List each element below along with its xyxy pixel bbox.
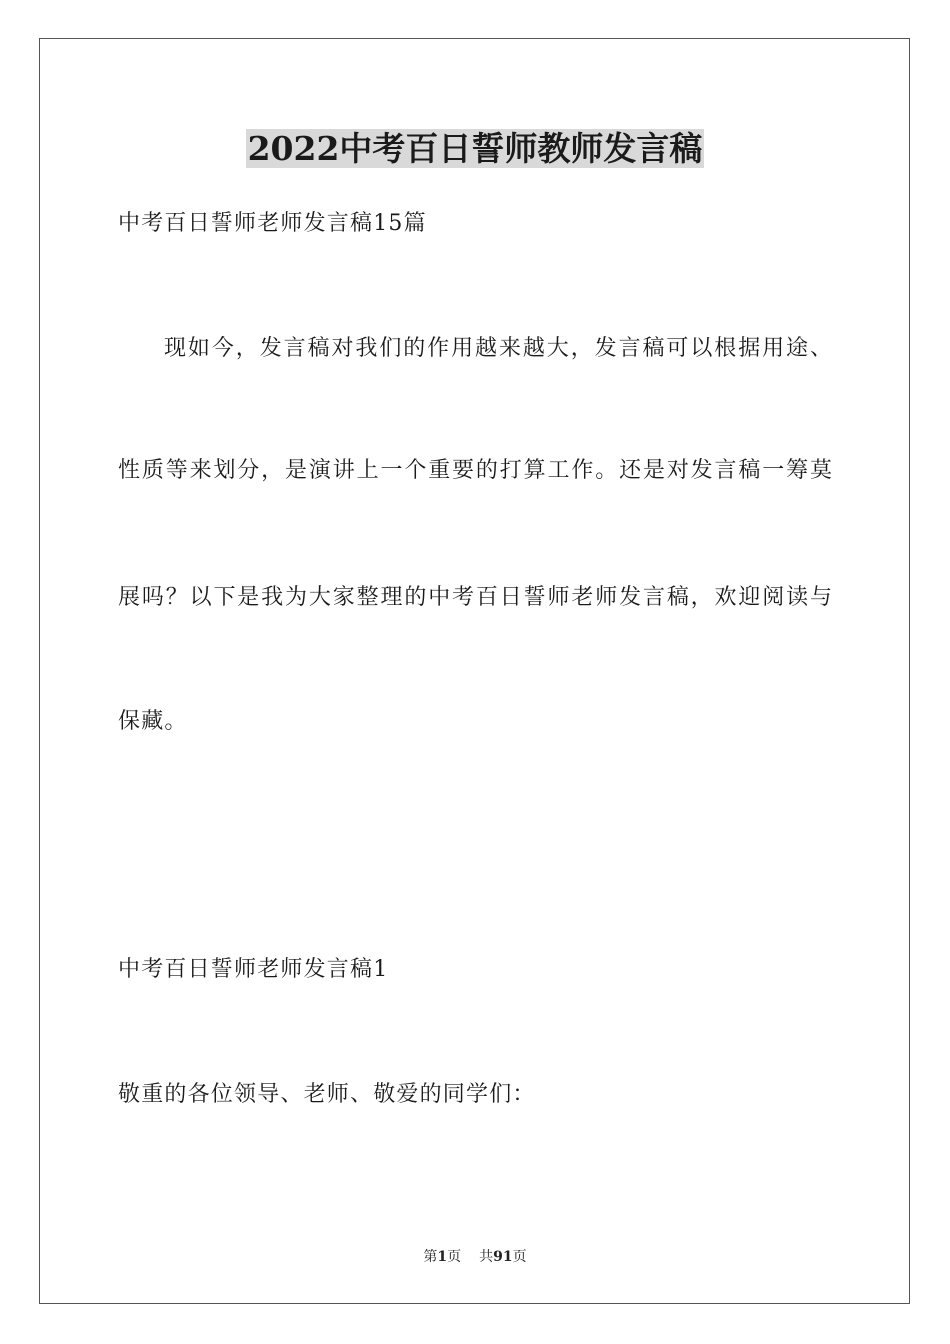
footer-total-pages: 91 [493,1249,513,1265]
page-footer [0,1247,950,1267]
footer-page-number: 1 [437,1249,448,1265]
footer-total-suffix: 页 [512,1249,527,1265]
salutation: 敬重的各位领导、老师、敬爱的同学们： [118,1082,536,1107]
section-heading: 中考百日誓师老师发言稿1 [118,957,389,982]
intro-line-3: 展吗？以下是我为大家整理的中考百日誓师老师发言稿，欢迎阅读与 [118,585,832,610]
footer-page-prefix: 第 [423,1249,438,1265]
footer-total-prefix: 共 [479,1249,494,1265]
intro-line-2: 性质等来划分，是演讲上一个重要的打算工作。还是对发言稿一筹莫 [118,458,832,483]
document-title-text: 2022中考百日誓师教师发言稿 [247,129,703,168]
footer-page-suffix: 页 [447,1249,462,1265]
intro-line-1: 现如今，发言稿对我们的作用越来越大，发言稿可以根据用途、 [164,336,832,361]
document-subtitle: 中考百日誓师老师发言稿15篇 [118,211,427,236]
intro-line-4: 保藏。 [118,709,188,734]
document-title [0,127,950,171]
